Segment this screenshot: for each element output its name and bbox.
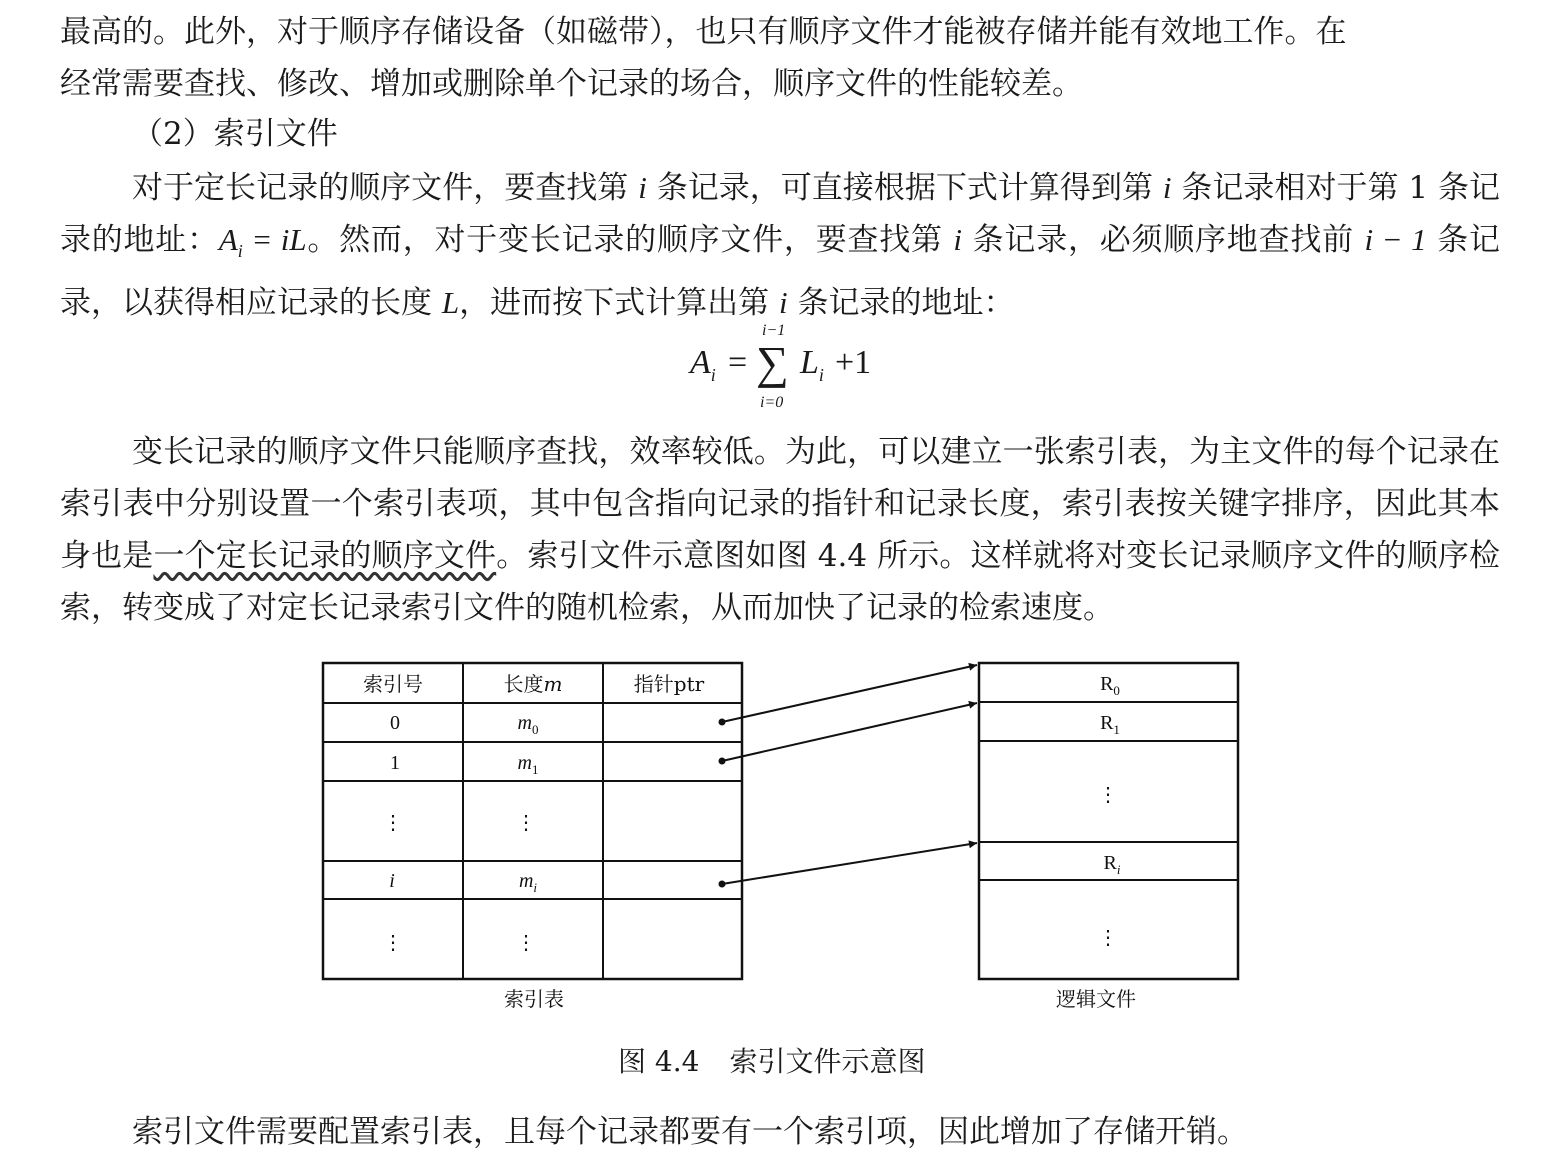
formula-lower-limit: i=0 xyxy=(760,394,784,411)
paragraph-1-line-1: 最高的。此外，对于顺序存储设备（如磁带），也只有顺序文件才能被存储并能有效地工作。在 xyxy=(60,14,1347,50)
record-r1: $R_1$ xyxy=(1100,712,1120,737)
row-0-index: 0 xyxy=(390,712,400,734)
row-ellipsis-1-index: ⋮ xyxy=(383,812,403,834)
row-i-index: i xyxy=(389,870,395,892)
wavy-underlined-phrase: 一个定长记录的顺序文件 xyxy=(153,538,497,574)
index-table-label: 索引表 xyxy=(504,987,564,1011)
header-index-number: 索引号 xyxy=(363,672,423,696)
pointer-arrow-0 xyxy=(722,665,977,722)
paragraph-4: 索引文件需要配置索引表，且每个记录都要有一个索引项，因此增加了存储开销。 xyxy=(132,1114,1248,1150)
row-ellipsis-1-length: ⋮ xyxy=(516,812,536,834)
pointer-arrow-1 xyxy=(722,703,977,761)
header-length: 长度m xyxy=(503,672,563,696)
row-0-length: $m_0$ xyxy=(517,712,539,737)
formula-lhs: $A_i$ xyxy=(690,344,716,385)
inline-formula: $A_i$ = iL xyxy=(218,222,307,262)
display-formula xyxy=(690,322,890,417)
row-ellipsis-2-index: ⋮ xyxy=(383,932,403,954)
record-ellipsis-1: ⋮ xyxy=(1098,784,1118,806)
figure-number: 图 4.4 xyxy=(618,1045,700,1078)
section-heading: （2）索引文件 xyxy=(132,116,338,152)
formula-term: $L_i$ xyxy=(800,344,824,385)
record-r0: $R_0$ xyxy=(1100,673,1120,698)
pointer-arrow-i xyxy=(722,843,977,884)
index-file-diagram xyxy=(0,640,1547,1030)
logical-file-label: 逻辑文件 xyxy=(1056,987,1136,1011)
logical-file xyxy=(979,663,1238,1011)
paragraph-1 xyxy=(60,6,1500,110)
header-pointer: 指针ptr xyxy=(633,672,705,696)
row-1-length: $m_1$ xyxy=(517,752,539,777)
paragraph-1-line-2: 经常需要查找、修改、增加或删除单个记录的场合，顺序文件的性能较差。 xyxy=(60,66,1083,102)
formula-plus-one: +1 xyxy=(835,344,872,381)
formula-sigma: ∑ xyxy=(756,337,789,388)
index-table xyxy=(323,663,742,1011)
formula-equals: = xyxy=(728,344,748,381)
pointer-arrows xyxy=(719,665,978,888)
row-1-index: 1 xyxy=(390,752,400,774)
record-ellipsis-2: ⋮ xyxy=(1098,927,1118,949)
row-i-length: $m_i$ xyxy=(518,870,538,895)
figure-title: 索引文件示意图 xyxy=(729,1045,926,1078)
figure-caption xyxy=(618,1040,925,1084)
formula-upper-limit: i−1 xyxy=(762,322,786,339)
row-ellipsis-2-length: ⋮ xyxy=(516,932,536,954)
paragraph-2: 对于定长记录的顺序文件，要查找第 i 条记录，可直接根据下式计算得到第 i 条记录相对于第 1 条记录的地址：$A_i$ = iL。然而，对于变长记录的顺序文件，要查找第 i 条记录，必须顺序地查找前 i − 1 条记录，以获得相应记录的长度 L，进而按下式计算出第 i 条记录的地址： xyxy=(60,170,1500,322)
paragraph-3: 变长记录的顺序文件只能顺序查找，效率较低。为此，可以建立一张索引表，为主文件的每个记录在索引表中分别设置一个索引表项，其中包含指向记录的指针和记录长度，索引表按关键字排序，因此其本身也是一个定长记录的顺序文件。索引文件示意图如图 4.4 所示。这样就将对变长记录顺序文件的顺序检索，转变成了对定长记录索引文件的随机检索，从而加快了记录的检索速度。 xyxy=(60,434,1501,626)
record-ri: $R_i$ xyxy=(1103,852,1121,877)
